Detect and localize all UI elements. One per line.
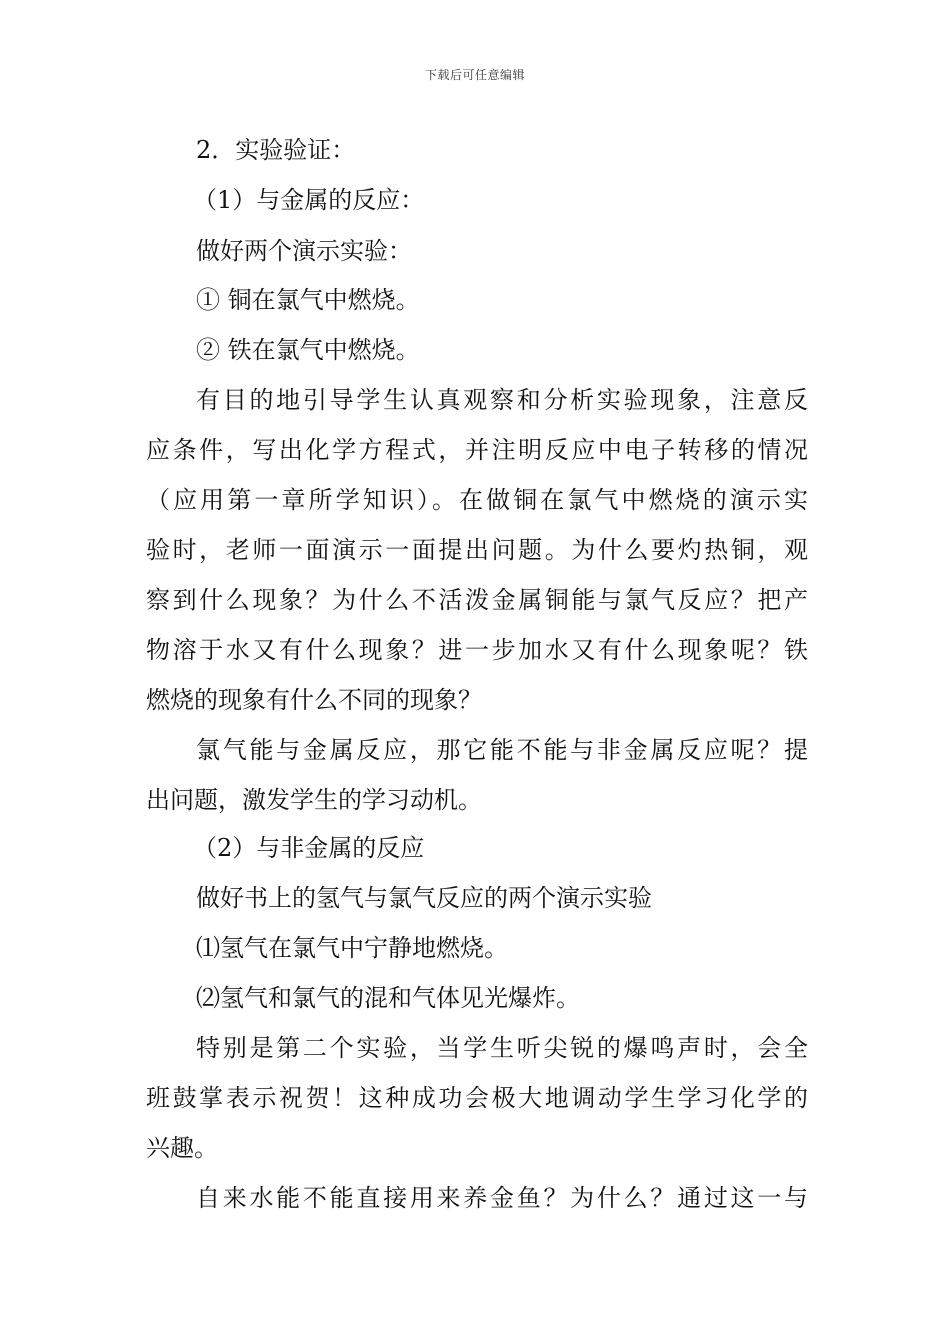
- paragraph-line: 做好书上的氢气与氯气反应的两个演示实验: [196, 884, 652, 912]
- paragraph-line: 物溶于水又有什么现象？进一步加水又有什么现象呢？铁: [146, 636, 808, 664]
- paragraph-line: 特别是第二个实验，当学生听尖锐的爆鸣声时，会全: [196, 1034, 808, 1062]
- paragraph-line: 兴趣。: [146, 1134, 218, 1162]
- list-item: ② 铁在氯气中燃烧。: [196, 336, 420, 364]
- page-header: 下载后可任意编辑: [424, 68, 525, 82]
- section-heading: 2．实验验证：: [196, 136, 356, 164]
- list-item: ① 铜在氯气中燃烧。: [196, 286, 420, 314]
- subsection-heading: （2）与非金属的反应: [193, 834, 425, 862]
- list-item: ⑵氢气和氯气的混和气体见光爆炸。: [196, 984, 580, 1012]
- paragraph-line: 做好两个演示实验：: [196, 237, 412, 265]
- paragraph-line: 自来水能不能直接用来养金鱼？为什么？通过这一与: [196, 1184, 808, 1212]
- paragraph-line: 验时，老师一面演示一面提出问题。为什么要灼热铜，观: [146, 536, 808, 564]
- paragraph-line: 班鼓掌表示祝贺！这种成功会极大地调动学生学习化学的: [146, 1084, 808, 1112]
- paragraph-line: 应条件，写出化学方程式，并注明反应中电子转移的情况: [146, 436, 808, 464]
- paragraph-line: 燃烧的现象有什么不同的现象？: [146, 686, 482, 714]
- paragraph-line: 氯气能与金属反应，那它能不能与非金属反应呢？提: [196, 736, 808, 764]
- paragraph-line: 出问题，激发学生的学习动机。: [146, 786, 482, 814]
- list-item: ⑴氢气在氯气中宁静地燃烧。: [196, 934, 508, 962]
- paragraph-line: （应用第一章所学知识）。在做铜在氯气中燃烧的演示实: [146, 486, 808, 514]
- paragraph-line: 有目的地引导学生认真观察和分析实验现象，注意反: [196, 386, 808, 414]
- paragraph-line: 察到什么现象？为什么不活泼金属铜能与氯气反应？把产: [146, 586, 808, 614]
- subsection-heading: （1）与金属的反应：: [193, 186, 425, 214]
